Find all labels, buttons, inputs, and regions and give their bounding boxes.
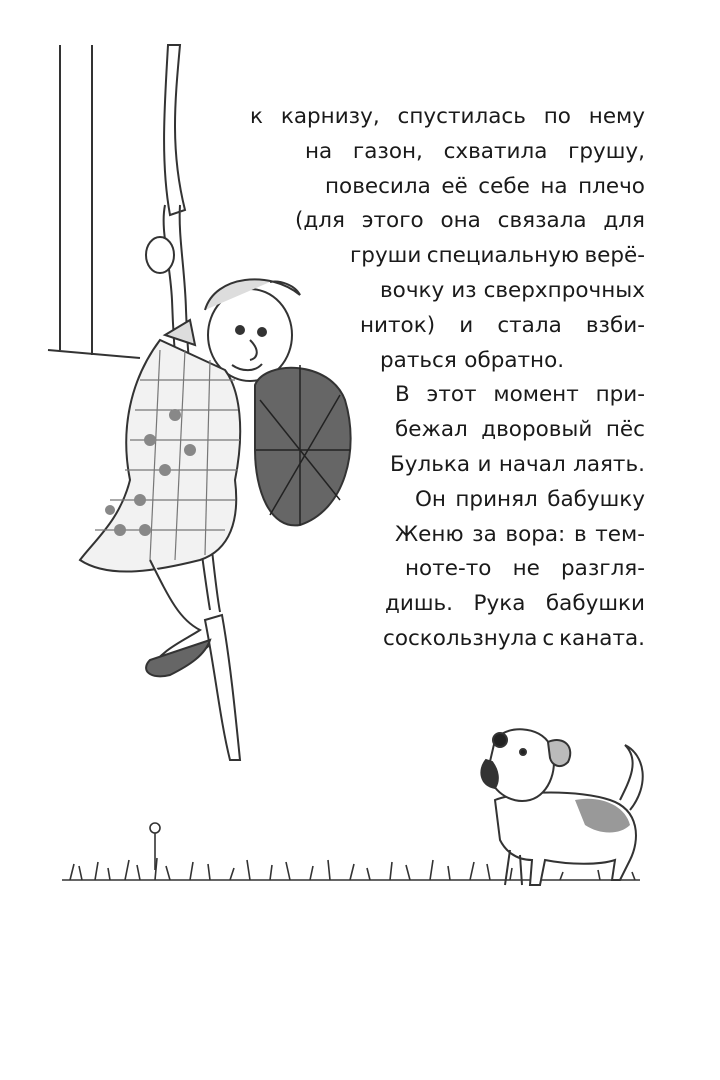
- text-line: [325, 170, 645, 205]
- word: грушу,: [568, 138, 645, 164]
- window-frame: [48, 45, 140, 358]
- text-line: [395, 518, 645, 553]
- text-line: [383, 622, 645, 657]
- word: бабушку: [547, 486, 645, 512]
- word: соскользнула: [383, 625, 538, 651]
- word: на: [540, 173, 568, 199]
- text-line: [295, 204, 645, 239]
- word: начал: [498, 451, 566, 477]
- word: Он: [415, 486, 446, 512]
- word: бабушки: [545, 591, 645, 617]
- word: тем-: [595, 521, 645, 547]
- word: на: [305, 138, 333, 164]
- word: по: [543, 104, 571, 129]
- text-line: [395, 413, 645, 448]
- word: обратно.: [464, 347, 565, 373]
- word: и: [459, 312, 474, 338]
- word: специальную: [426, 243, 579, 269]
- text-line: [380, 344, 645, 379]
- word: раться: [380, 347, 457, 373]
- text-line: [305, 135, 645, 170]
- word: не: [512, 556, 540, 582]
- word: из: [451, 277, 477, 303]
- word: Булька: [390, 451, 471, 477]
- word: Женю: [395, 521, 464, 547]
- text-line: [405, 552, 645, 587]
- word: этот: [426, 382, 477, 408]
- text-line: [380, 274, 645, 309]
- word: нему: [588, 104, 645, 129]
- word: В: [395, 382, 410, 408]
- word: карнизу,: [280, 104, 380, 129]
- word: повесила: [325, 173, 431, 199]
- text-line: [360, 309, 645, 344]
- word: дворовый: [481, 417, 593, 443]
- word: бежал: [395, 417, 468, 443]
- word: схватила: [443, 138, 548, 164]
- text-line: [415, 483, 645, 518]
- word: пёс: [605, 417, 645, 443]
- word: спустилась: [397, 104, 526, 129]
- word: груши: [350, 243, 422, 269]
- text-line: [250, 100, 645, 135]
- word: Рука: [473, 591, 526, 617]
- word: её: [441, 173, 468, 199]
- word: разгля-: [561, 556, 645, 582]
- text-block: [250, 100, 645, 657]
- word: стала: [497, 312, 562, 338]
- word: лаять.: [573, 451, 645, 477]
- word: вочку: [380, 277, 445, 303]
- word: вора:: [505, 521, 566, 547]
- word: газон,: [352, 138, 423, 164]
- word: за: [472, 521, 497, 547]
- word: ноте-то: [405, 556, 492, 582]
- word: ниток): [360, 312, 436, 338]
- word: для: [603, 208, 645, 234]
- word: себе: [478, 173, 530, 199]
- word: связала: [497, 208, 587, 234]
- word: в: [573, 521, 587, 547]
- text-line: [390, 448, 645, 483]
- word: принял: [455, 486, 538, 512]
- word: момент: [493, 382, 579, 408]
- word: (для: [295, 208, 345, 234]
- word: плечо: [578, 173, 645, 199]
- word: сверхпрочных: [483, 277, 645, 303]
- text-line: [395, 378, 645, 413]
- word: верё-: [584, 243, 645, 269]
- word: взби-: [585, 312, 645, 338]
- word: каната.: [559, 625, 645, 651]
- word: при-: [595, 382, 645, 408]
- word: она: [440, 208, 481, 234]
- text-line: [385, 587, 645, 622]
- word: к: [250, 104, 263, 129]
- word: этого: [361, 208, 424, 234]
- word: и: [477, 451, 492, 477]
- word: дишь.: [385, 591, 454, 617]
- barking-dog-illustration: [481, 729, 642, 885]
- word: с: [542, 625, 555, 651]
- text-line: [350, 239, 645, 274]
